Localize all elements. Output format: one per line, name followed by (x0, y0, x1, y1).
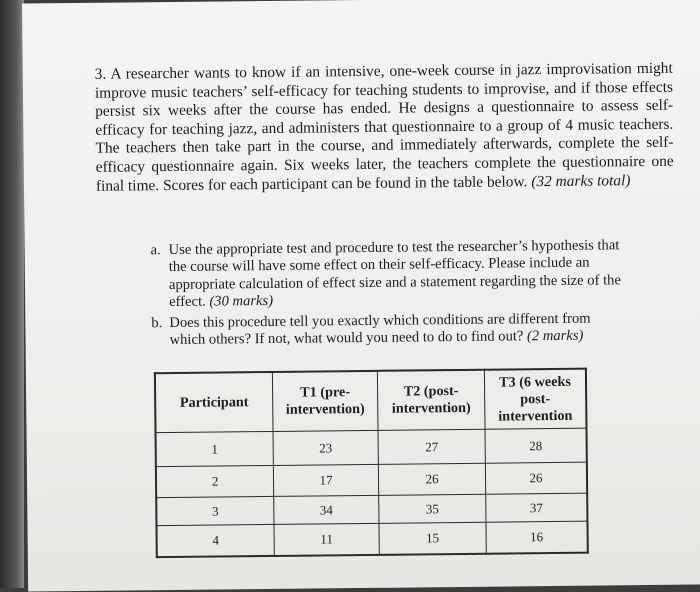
cell-t1: 34 (274, 495, 379, 524)
scores-table-wrapper (154, 368, 589, 558)
cell-t2: 15 (379, 522, 486, 554)
cell-participant: 2 (156, 465, 274, 497)
cell-participant: 4 (156, 524, 274, 556)
cell-t1: 23 (273, 430, 378, 465)
column-header-participant: Participant (155, 372, 273, 433)
sub-question-text: Use the appropriate test and procedure to test the researcher’s hypothesis that the course will have some effect on their self-efficacy. Please include an appropriate calculation of effect size and a statement regarding the size of the effect. (168, 237, 621, 311)
sub-question-marks: (30 marks) (209, 293, 274, 310)
cell-t3: 28 (485, 428, 587, 463)
column-header-t3: T3 (6 weeks post-intervention (484, 369, 586, 430)
question-total-marks: (32 marks total) (531, 171, 631, 190)
cell-t2: 35 (379, 494, 486, 523)
sub-question-marker: b. (151, 314, 163, 331)
sub-question-a (151, 237, 630, 312)
table-row (156, 493, 587, 526)
scores-table (154, 368, 589, 558)
sub-question-list (151, 237, 630, 352)
table-row (156, 521, 587, 557)
cell-participant: 1 (156, 431, 274, 466)
table-row (156, 428, 587, 467)
table-header-row (155, 369, 587, 433)
cell-t3: 16 (486, 521, 588, 553)
cell-t1: 17 (273, 464, 378, 496)
question-3-text (95, 60, 674, 196)
cell-t3: 26 (485, 462, 587, 494)
cell-t2: 27 (378, 429, 485, 464)
page-edge-shadow (0, 0, 24, 588)
sub-question-marker: a. (150, 242, 161, 259)
question-body: 3. A researcher wants to know if an intensive, one-week course in jazz improvisation might improve music teachers’ self-efficacy for teaching students to improvise, and if those effects persist six weeks after the course has ended. He designs a questionnaire to assess self-efficacy for teaching jazz, and administers that questionnaire to a group of 4 music teachers. The teachers then take part in the course, and immediately afterwards, complete the self-efficacy questionnaire again. Six weeks later, the teachers complete the questionnaire one final time. Scores for each participant can be found in the table below. (94, 59, 674, 195)
sub-question-text: Does this procedure tell you exactly which conditions are different from which others? If not, what would you need to do to find out? (169, 310, 591, 349)
cell-t2: 26 (378, 463, 485, 495)
column-header-t1: T1 (pre-intervention) (272, 371, 378, 432)
table-row (156, 462, 587, 498)
cell-t3: 37 (486, 493, 588, 522)
cell-t1: 11 (274, 523, 379, 555)
column-header-t2: T2 (post-intervention) (377, 370, 485, 431)
cell-participant: 3 (156, 496, 274, 525)
worksheet-page (22, 0, 700, 592)
sub-question-b (151, 310, 629, 350)
sub-question-marks: (2 marks) (526, 327, 584, 345)
